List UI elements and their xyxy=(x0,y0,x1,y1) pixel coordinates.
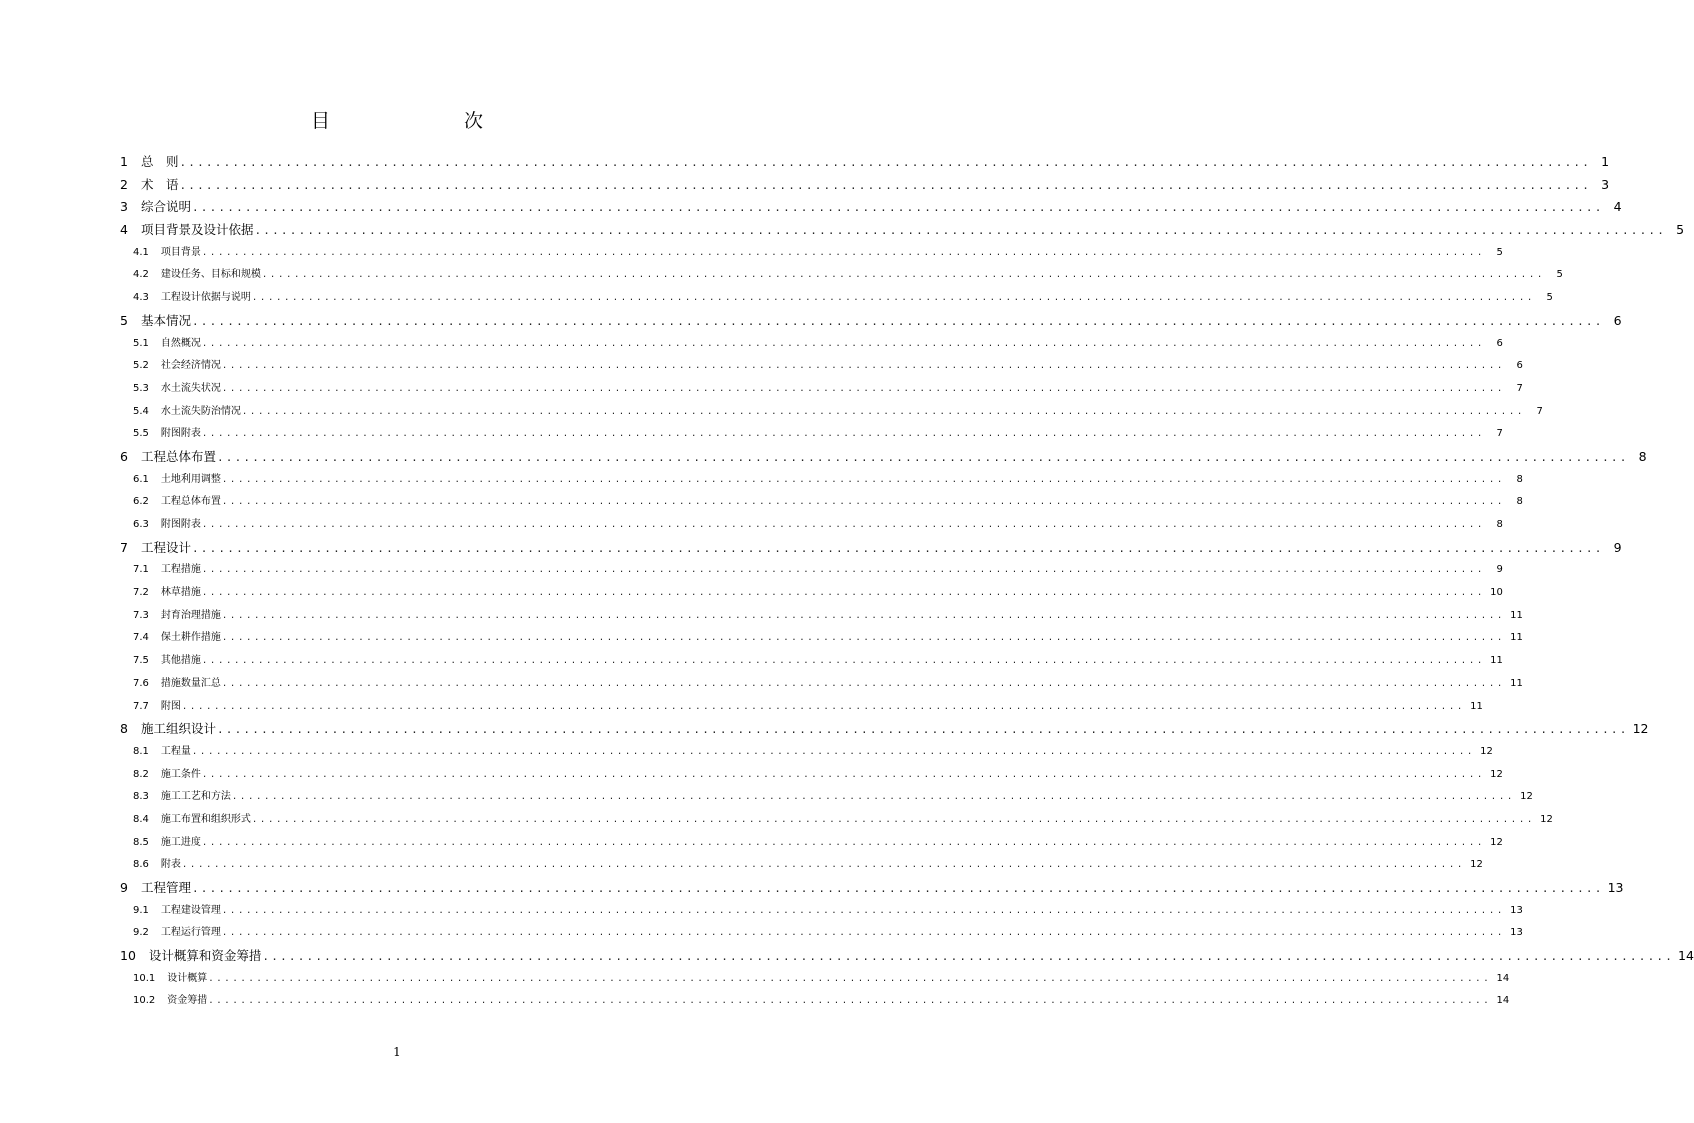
toc-chapter-entry[interactable] xyxy=(120,878,1624,901)
toc-entry-page: 12 xyxy=(1540,813,1553,825)
toc-section-entry[interactable] xyxy=(120,742,1493,765)
toc-entry-page: 11 xyxy=(1490,655,1503,667)
toc-section-entry[interactable] xyxy=(120,606,1523,629)
toc-entry-number: 8.6 xyxy=(133,859,149,871)
toc-section-entry[interactable] xyxy=(120,628,1523,651)
toc-dot-leader: ................................................................................................................................................................ xyxy=(221,633,1505,644)
toc-dot-leader: ................................................................................................................................................................ xyxy=(216,723,1629,737)
toc-section-entry[interactable] xyxy=(120,810,1553,833)
toc-section-entry[interactable] xyxy=(120,969,1510,992)
toc-chapter-entry[interactable] xyxy=(120,311,1622,334)
toc-entry-title: 资金筹措 xyxy=(167,995,208,1007)
toc-entry-page: 9 xyxy=(1496,564,1503,576)
toc-chapter-entry[interactable] xyxy=(120,538,1622,561)
toc-chapter-entry[interactable] xyxy=(120,175,1610,198)
toc-section-entry[interactable] xyxy=(120,583,1503,606)
toc-entry-page: 13 xyxy=(1510,904,1523,916)
toc-entry-number: 6.2 xyxy=(133,496,149,508)
toc-entry-page: 14 xyxy=(1678,948,1694,964)
toc-entry-title: 自然概况 xyxy=(160,337,201,349)
toc-entry-number: 7 xyxy=(120,539,128,555)
toc-entry-page: 4 xyxy=(1613,199,1622,215)
toc-entry-number: 5.2 xyxy=(133,360,149,372)
toc-dot-leader: ................................................................................................................................................................ xyxy=(254,224,1667,238)
toc-entry-number: 5 xyxy=(120,312,128,328)
toc-entry-page: 1 xyxy=(1601,154,1610,169)
toc-entry-number: 7.5 xyxy=(133,655,149,667)
toc-entry-title: 工程总体布置 xyxy=(140,448,216,464)
toc-dot-leader: ................................................................................................................................................................ xyxy=(201,429,1485,440)
toc-entry-page: 14 xyxy=(1496,995,1510,1007)
toc-entry-page: 13 xyxy=(1607,880,1624,895)
toc-entry-title: 林草措施 xyxy=(160,587,201,599)
toc-section-entry[interactable] xyxy=(120,243,1503,266)
toc-entry-title: 水土流失状况 xyxy=(160,382,221,394)
toc-entry-page: 5 xyxy=(1676,222,1685,238)
toc-dot-leader: ................................................................................................................................................................ xyxy=(181,860,1465,871)
toc-dot-leader: ................................................................................................................................................................ xyxy=(221,383,1505,394)
toc-section-entry[interactable] xyxy=(120,765,1503,788)
toc-entry-number: 10.2 xyxy=(133,995,156,1007)
toc-dot-leader: ................................................................................................................................................................ xyxy=(251,814,1535,825)
toc-section-entry[interactable] xyxy=(120,379,1523,402)
toc-entry-page: 9 xyxy=(1613,539,1622,555)
toc-entry-title: 建设任务、目标和规模 xyxy=(160,269,261,281)
toc-entry-page: 8 xyxy=(1516,473,1523,485)
toc-section-entry[interactable] xyxy=(120,265,1563,288)
toc-dot-leader: ................................................................................................................................................................ xyxy=(201,520,1485,530)
toc-section-entry[interactable] xyxy=(120,492,1523,515)
toc-dot-leader: ................................................................................................................................................................ xyxy=(251,293,1535,304)
toc-dot-leader: ................................................................................................................................................................ xyxy=(221,610,1505,621)
toc-entry-title: 施工工艺和方法 xyxy=(160,791,231,803)
toc-entry-title: 工程设计 xyxy=(140,539,191,555)
toc-section-entry[interactable] xyxy=(120,855,1483,878)
toc-entry-title: 综合说明 xyxy=(140,199,191,215)
toc-entry-page: 7 xyxy=(1496,428,1503,440)
page-title: 目 次 xyxy=(310,110,515,132)
toc-section-entry[interactable] xyxy=(120,515,1503,538)
toc-dot-leader: ................................................................................................................................................................ xyxy=(191,746,1475,757)
table-of-contents xyxy=(120,152,1694,1014)
toc-section-entry[interactable] xyxy=(120,356,1523,379)
toc-entry-title: 附图附表 xyxy=(160,428,201,440)
toc-entry-number: 8.4 xyxy=(133,813,149,825)
toc-entry-number: 7.2 xyxy=(133,587,149,599)
toc-entry-title: 项目背景 xyxy=(160,246,201,258)
toc-entry-page: 5 xyxy=(1496,246,1503,258)
toc-entry-title: 其他措施 xyxy=(160,655,201,667)
toc-dot-leader: ................................................................................................................................................................ xyxy=(208,996,1492,1007)
toc-entry-title: 封育治理措施 xyxy=(160,609,221,621)
toc-entry-page: 7 xyxy=(1516,382,1523,394)
toc-chapter-entry[interactable] xyxy=(120,447,1647,470)
toc-entry-title: 施工条件 xyxy=(160,768,201,780)
toc-chapter-entry[interactable] xyxy=(120,946,1694,969)
toc-entry-page: 11 xyxy=(1510,609,1523,621)
toc-entry-number: 9 xyxy=(120,880,128,895)
toc-dot-leader: ................................................................................................................................................................ xyxy=(201,338,1485,349)
toc-entry-number: 4.1 xyxy=(133,246,149,258)
toc-chapter-entry[interactable] xyxy=(120,152,1610,175)
toc-entry-number: 4.3 xyxy=(133,292,149,304)
toc-dot-leader: ................................................................................................................................................................ xyxy=(241,406,1525,417)
toc-entry-title: 基本情况 xyxy=(140,312,191,328)
toc-entry-title: 设计概算 xyxy=(167,972,208,984)
toc-dot-leader: ................................................................................................................................................................ xyxy=(201,588,1485,599)
toc-dot-leader: ................................................................................................................................................................ xyxy=(191,541,1604,555)
toc-entry-page: 12 xyxy=(1520,791,1533,803)
toc-entry-title: 水土流失防治情况 xyxy=(160,405,241,417)
toc-dot-leader: ................................................................................................................................................................ xyxy=(179,156,1592,169)
toc-entry-number: 6 xyxy=(120,448,128,464)
toc-entry-page: 12 xyxy=(1470,859,1483,871)
toc-entry-number: 5.1 xyxy=(133,337,149,349)
toc-entry-page: 13 xyxy=(1510,927,1523,939)
toc-dot-leader: ................................................................................................................................................................ xyxy=(221,905,1505,916)
toc-dot-leader: ................................................................................................................................................................ xyxy=(191,314,1604,328)
toc-section-entry[interactable] xyxy=(120,402,1543,425)
toc-entry-number: 6.1 xyxy=(133,473,149,485)
toc-entry-title: 设计概算和资金筹措 xyxy=(148,948,262,964)
toc-section-entry[interactable] xyxy=(120,787,1533,810)
toc-entry-number: 7.4 xyxy=(133,632,149,644)
toc-dot-leader: ................................................................................................................................................................ xyxy=(221,361,1505,372)
toc-entry-number: 7.7 xyxy=(133,700,149,712)
toc-entry-page: 5 xyxy=(1546,292,1553,304)
toc-section-entry[interactable] xyxy=(120,560,1503,583)
toc-entry-page: 12 xyxy=(1490,768,1503,780)
toc-entry-number: 3 xyxy=(120,199,128,215)
toc-entry-title: 施工进度 xyxy=(160,836,201,848)
toc-entry-page: 11 xyxy=(1470,700,1483,712)
toc-entry-number: 1 xyxy=(120,154,128,169)
toc-dot-leader: ................................................................................................................................................................ xyxy=(208,973,1492,984)
toc-chapter-entry[interactable] xyxy=(120,719,1649,742)
toc-entry-number: 5.4 xyxy=(133,405,149,417)
toc-entry-title: 工程措施 xyxy=(160,564,201,576)
toc-entry-number: 8 xyxy=(120,721,128,737)
page-number: 1 xyxy=(393,1045,401,1059)
toc-entry-page: 12 xyxy=(1480,745,1493,757)
toc-dot-leader: ................................................................................................................................................................ xyxy=(221,497,1505,508)
toc-entry-number: 9.2 xyxy=(133,927,149,939)
toc-entry-title: 附图附表 xyxy=(160,519,201,530)
toc-entry-number: 7.1 xyxy=(133,564,149,576)
toc-section-entry[interactable] xyxy=(120,424,1503,447)
toc-entry-title: 总 则 xyxy=(140,154,179,169)
toc-entry-number: 7.3 xyxy=(133,609,149,621)
toc-section-entry[interactable] xyxy=(120,470,1523,493)
toc-entry-number: 6.3 xyxy=(133,519,149,530)
toc-entry-page: 11 xyxy=(1510,677,1523,689)
toc-entry-page: 8 xyxy=(1638,448,1647,464)
toc-entry-number: 8.1 xyxy=(133,745,149,757)
toc-entry-page: 12 xyxy=(1632,721,1649,737)
toc-chapter-entry[interactable] xyxy=(120,220,1685,243)
toc-section-entry[interactable] xyxy=(120,697,1483,720)
toc-entry-page: 14 xyxy=(1496,972,1510,984)
toc-entry-page: 3 xyxy=(1601,176,1610,192)
toc-section-entry[interactable] xyxy=(120,288,1553,311)
toc-entry-title: 附表 xyxy=(160,859,181,871)
toc-dot-leader: ................................................................................................................................................................ xyxy=(201,837,1485,848)
toc-dot-leader: ................................................................................................................................................................ xyxy=(201,769,1485,780)
toc-dot-leader: ................................................................................................................................................................ xyxy=(261,270,1545,281)
toc-section-entry[interactable] xyxy=(120,923,1523,946)
toc-entry-page: 8 xyxy=(1516,496,1523,508)
toc-entry-page: 6 xyxy=(1496,337,1503,349)
toc-entry-number: 8.3 xyxy=(133,791,149,803)
toc-entry-title: 工程运行管理 xyxy=(160,927,221,939)
toc-dot-leader: ................................................................................................................................................................ xyxy=(221,928,1505,939)
toc-chapter-entry[interactable] xyxy=(120,197,1622,220)
toc-dot-leader: ................................................................................................................................................................ xyxy=(201,247,1485,258)
toc-entry-title: 社会经济情况 xyxy=(160,360,221,372)
toc-entry-title: 附图 xyxy=(160,700,181,712)
toc-entry-page: 6 xyxy=(1516,360,1523,372)
toc-dot-leader: ................................................................................................................................................................ xyxy=(191,882,1604,895)
toc-entry-title: 工程设计依据与说明 xyxy=(160,292,251,304)
toc-dot-leader: ................................................................................................................................................................ xyxy=(179,178,1592,192)
toc-dot-leader: ................................................................................................................................................................ xyxy=(201,656,1485,667)
toc-section-entry[interactable] xyxy=(120,674,1523,697)
toc-dot-leader: ................................................................................................................................................................ xyxy=(191,201,1604,215)
toc-entry-number: 4 xyxy=(120,222,128,238)
toc-entry-number: 7.6 xyxy=(133,677,149,689)
toc-entry-title: 措施数量汇总 xyxy=(160,677,221,689)
toc-entry-title: 施工布置和组织形式 xyxy=(160,813,251,825)
toc-entry-number: 5.5 xyxy=(133,428,149,440)
toc-entry-number: 9.1 xyxy=(133,904,149,916)
toc-section-entry[interactable] xyxy=(120,833,1503,856)
toc-entry-number: 5.3 xyxy=(133,382,149,394)
toc-section-entry[interactable] xyxy=(120,991,1510,1014)
toc-entry-number: 4.2 xyxy=(133,269,149,281)
toc-entry-title: 保土耕作措施 xyxy=(160,632,221,644)
toc-entry-title: 工程总体布置 xyxy=(160,496,221,508)
toc-entry-number: 2 xyxy=(120,176,128,192)
toc-entry-title: 工程量 xyxy=(160,745,191,757)
toc-dot-leader: ................................................................................................................................................................ xyxy=(201,565,1485,576)
toc-section-entry[interactable] xyxy=(120,334,1503,357)
toc-entry-number: 10.1 xyxy=(133,972,156,984)
toc-dot-leader: ................................................................................................................................................................ xyxy=(221,474,1505,485)
toc-entry-page: 10 xyxy=(1490,587,1503,599)
toc-dot-leader: ................................................................................................................................................................ xyxy=(231,792,1515,803)
toc-dot-leader: ................................................................................................................................................................ xyxy=(216,450,1629,464)
toc-section-entry[interactable] xyxy=(120,651,1503,674)
toc-dot-leader: ................................................................................................................................................................ xyxy=(221,678,1505,689)
toc-entry-page: 6 xyxy=(1613,312,1622,328)
toc-entry-title: 施工组织设计 xyxy=(140,721,216,737)
toc-entry-number: 10 xyxy=(120,948,136,964)
toc-entry-page: 5 xyxy=(1556,269,1563,281)
toc-entry-title: 术 语 xyxy=(140,176,179,192)
toc-entry-page: 12 xyxy=(1490,836,1503,848)
toc-entry-number: 8.2 xyxy=(133,768,149,780)
toc-entry-page: 7 xyxy=(1536,405,1543,417)
toc-entry-number: 8.5 xyxy=(133,836,149,848)
toc-entry-page: 11 xyxy=(1510,632,1523,644)
toc-dot-leader: ................................................................................................................................................................ xyxy=(262,950,1675,964)
toc-entry-page: 8 xyxy=(1496,519,1503,530)
toc-entry-title: 项目背景及设计依据 xyxy=(140,222,254,238)
toc-entry-title: 工程建设管理 xyxy=(160,904,221,916)
toc-entry-title: 工程管理 xyxy=(140,880,191,895)
toc-entry-title: 土地利用调整 xyxy=(160,473,221,485)
toc-dot-leader: ................................................................................................................................................................ xyxy=(181,701,1465,712)
toc-section-entry[interactable] xyxy=(120,901,1523,924)
